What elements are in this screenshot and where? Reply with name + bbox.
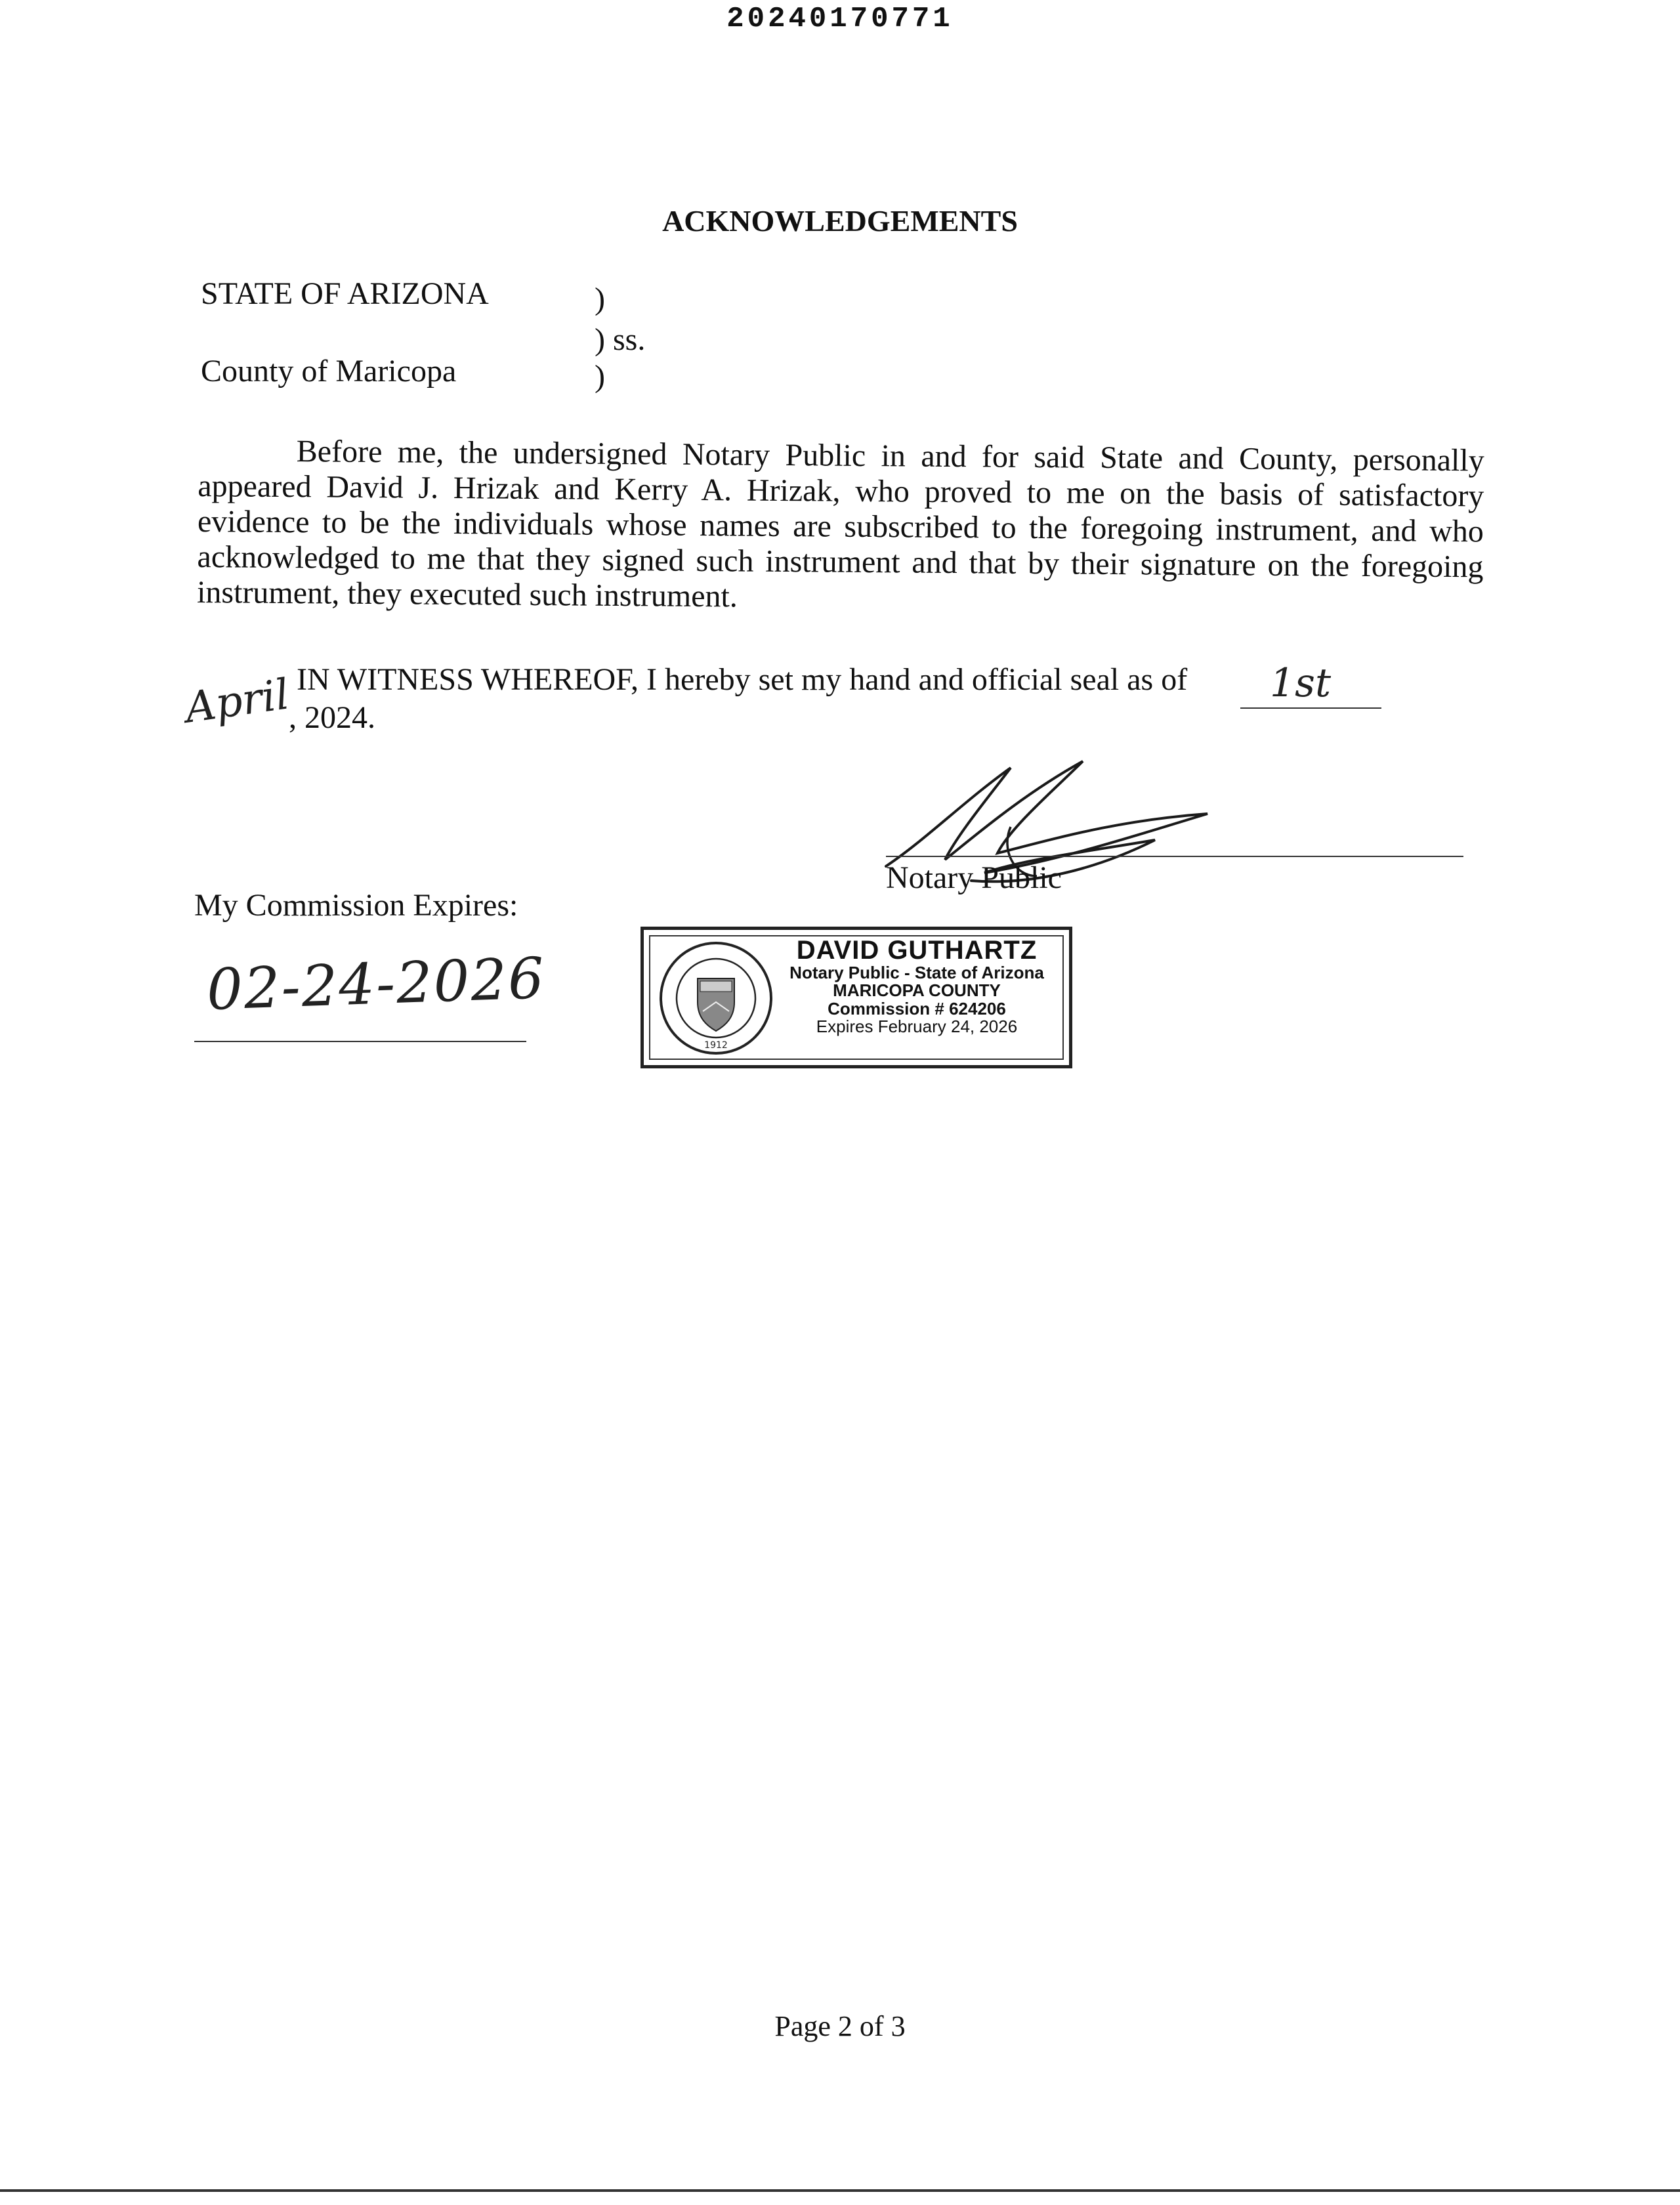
commission-label: My Commission Expires: xyxy=(194,888,518,923)
witness-clause: IN WITNESS WHEREOF, I hereby set my hand and official seal as of xyxy=(297,662,1188,697)
venue-paren-3: ) xyxy=(595,359,605,394)
stamp-notary-name: DAVID GUTHARTZ xyxy=(796,936,1038,965)
witness-year: , 2024. xyxy=(289,700,375,735)
acknowledgement-text: Before me, the undersigned Notary Public in and for said State and County, personally appeared David J. Hrizak and Kerry A. Hrizak, who proved to me on the basis of satisfactory evidence to be the individuals whose names are subscribed to the foregoing instrument, and who acknowledged to me that they signed such instrument and that by their signature on the foregoing instrument, they executed such instrument. xyxy=(196,434,1484,614)
arizona-state-seal xyxy=(657,939,775,1057)
recording-number: 20240170771 xyxy=(726,3,954,35)
venue-paren-1: ) xyxy=(595,282,605,316)
commission-date-line xyxy=(194,1041,526,1042)
stamp-text-block xyxy=(772,936,1061,1036)
acknowledgement-paragraph xyxy=(197,433,1484,620)
seal-year: 1912 xyxy=(704,1040,728,1051)
page-number: Page 2 of 3 xyxy=(774,2010,906,2042)
date-day-line xyxy=(1240,707,1381,709)
notary-public-label: Notary Public xyxy=(886,860,1062,895)
stamp-line-commission: Commission # 624206 xyxy=(828,998,1006,1018)
venue-state: STATE OF ARIZONA xyxy=(201,276,489,311)
notary-stamp xyxy=(640,927,1072,1068)
venue-county: County of Maricopa xyxy=(201,354,457,388)
stamp-line-county: MARICOPA COUNTY xyxy=(833,980,1001,1001)
handwritten-day: 1st xyxy=(1270,660,1332,706)
handwritten-month: April xyxy=(182,670,293,733)
handwritten-expiration-date: 02-24-2026 xyxy=(205,946,547,1023)
stamp-line-expiration: Expires February 24, 2026 xyxy=(816,1016,1018,1036)
bottom-edge-rule xyxy=(0,2189,1680,2192)
notary-signature-line xyxy=(886,856,1463,857)
stamp-line-title: Notary Public - State of Arizona xyxy=(789,963,1044,982)
venue-ss: ) ss. xyxy=(595,322,646,357)
document-title: ACKNOWLEDGEMENTS xyxy=(662,204,1018,238)
